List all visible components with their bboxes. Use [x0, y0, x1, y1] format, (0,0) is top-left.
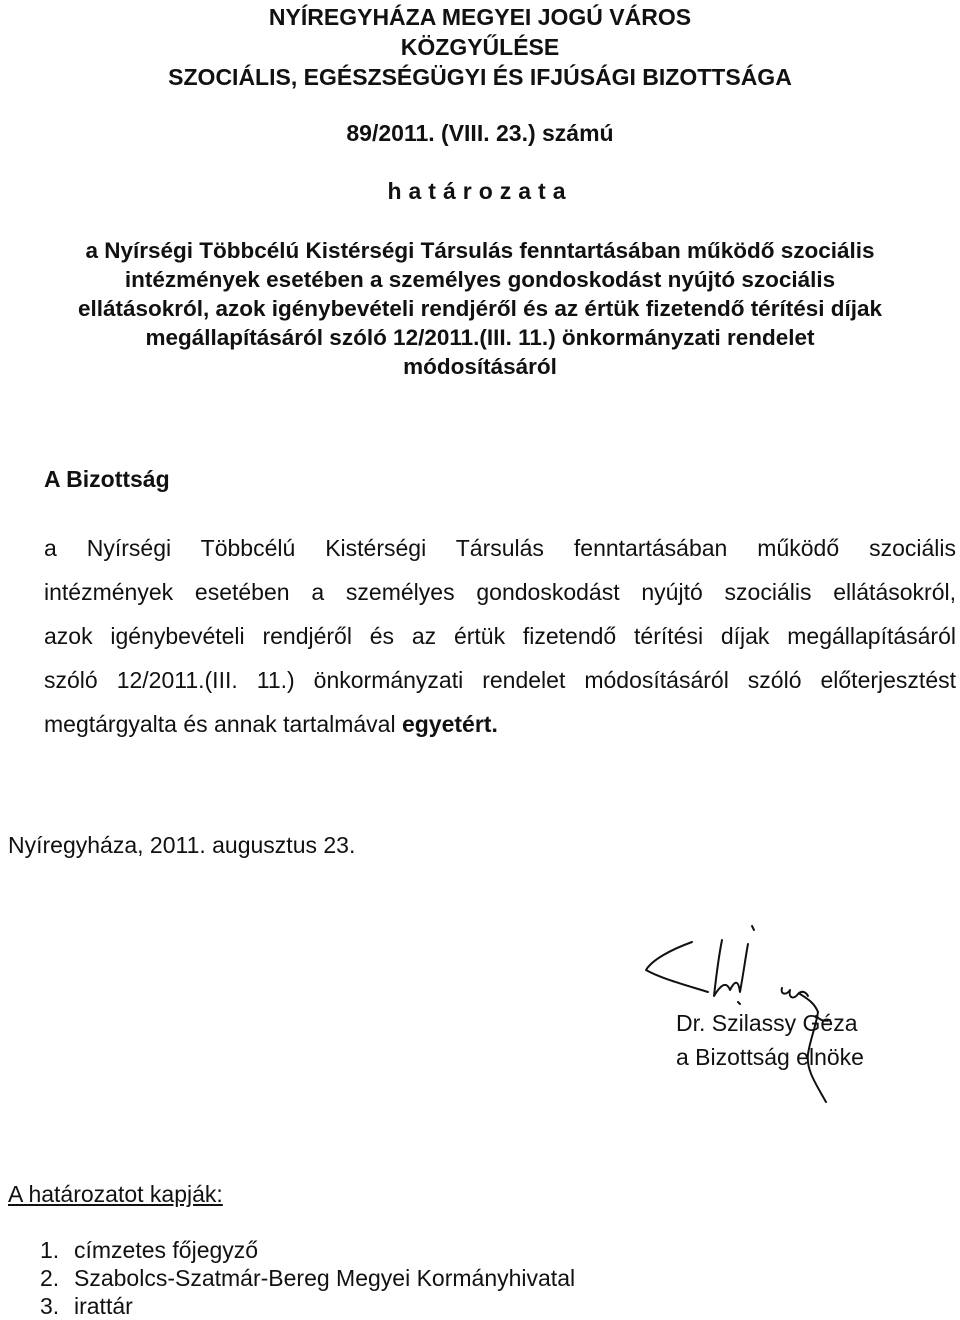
body-paragraph [44, 526, 956, 746]
resolution-subject [20, 236, 940, 381]
list-item-text: címzetes főjegyző [74, 1237, 259, 1263]
recipients-list [40, 1236, 575, 1320]
document-date: Nyíregyháza, 2011. augusztus 23. [8, 832, 356, 858]
subject-line: módosításáról [403, 354, 557, 379]
list-item-number: 3. [40, 1293, 60, 1319]
body-last-line [44, 702, 956, 746]
recipients-title: A határozatot kapják: [8, 1181, 223, 1207]
signer-name: Dr. Szilassy Géza [676, 1010, 858, 1036]
list-item [40, 1292, 575, 1320]
body-line: szóló 12/2011.(III. 11.) önkormányzati rendelet módosításáról szóló előterjesztést [44, 667, 956, 693]
resolution-number: 89/2011. (VIII. 23.) számú [346, 120, 614, 146]
body-line: intézmények esetében a személyes gondoskodást nyújtó szociális ellátásokról, [44, 579, 956, 605]
signature-block [630, 920, 950, 1110]
resolution-label: határozata [387, 178, 573, 204]
body-heading: A Bizottság [44, 466, 170, 492]
signer-title: a Bizottság elnöke [676, 1044, 864, 1070]
list-item [40, 1236, 575, 1264]
body-last-line-text: megtárgyalta és annak tartalmával [44, 711, 402, 737]
subject-line: megállapításáról szóló 12/2011.(III. 11.) önkormányzati rendelet [145, 325, 815, 350]
signer-info [676, 1006, 864, 1074]
document-header [0, 2, 960, 92]
subject-line: ellátásokról, azok igénybevételi rendjéről és az értük fizetendő térítési díjak [77, 296, 883, 321]
body-line: azok igénybevételi rendjéről és az értük fizetendő térítési díjak megállapításáról [44, 623, 956, 649]
body-line: a Nyírségi Többcélú Kistérségi Társulás fenntartásában működő szociális [44, 535, 956, 561]
decision-word: egyetért. [401, 711, 498, 737]
header-committee: SZOCIÁLIS, EGÉSZSÉGÜGYI ÉS IFJÚSÁGI BIZOTTSÁGA [168, 64, 792, 90]
header-city: NYÍREGYHÁZA MEGYEI JOGÚ VÁROS [268, 4, 692, 30]
list-item [40, 1264, 575, 1292]
subject-line: intézmények esetében a személyes gondoskodást nyújtó szociális [124, 267, 836, 292]
list-item-number: 1. [40, 1237, 60, 1263]
subject-line: a Nyírségi Többcélú Kistérségi Társulás fenntartásában működő szociális [85, 238, 875, 263]
header-assembly: KÖZGYŰLÉSE [400, 34, 560, 60]
list-item-number: 2. [40, 1265, 60, 1291]
list-item-text: Szabolcs-Szatmár-Bereg Megyei Kormányhivatal [74, 1265, 576, 1291]
list-item-text: irattár [74, 1293, 133, 1319]
